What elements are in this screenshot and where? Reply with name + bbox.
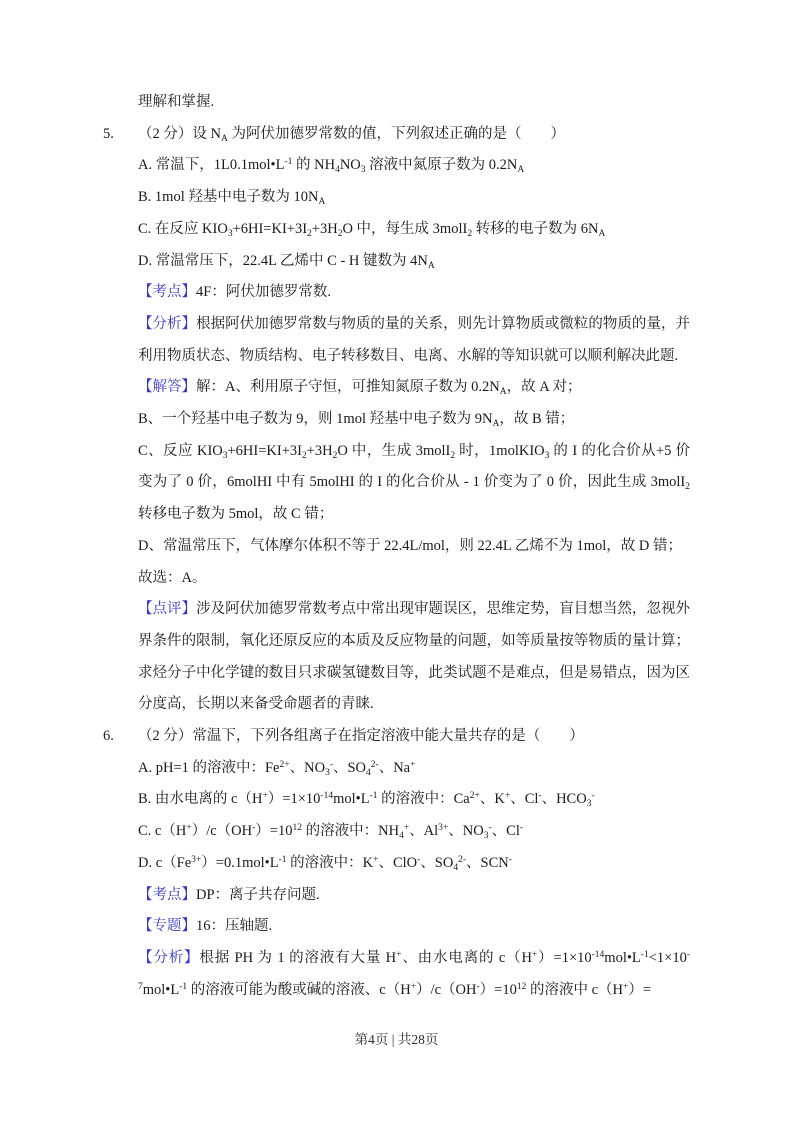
superscript: 2+: [279, 759, 290, 770]
text-segment: 转移电子数为 5mol，故 C 错；: [138, 506, 334, 523]
tagged-block: [138, 594, 690, 721]
subscript: A: [427, 260, 435, 271]
text-segment: 、K: [479, 791, 505, 808]
text-block: [138, 816, 690, 848]
text-segment: 、SO: [332, 759, 367, 776]
text-segment: 、NO: [448, 823, 484, 840]
text-segment: 的溶液中 c（H: [526, 981, 624, 998]
subscript: 3: [360, 165, 366, 176]
section-tag: 【分析】: [138, 949, 200, 966]
text-segment: 、Na: [378, 759, 411, 776]
text-segment: 涉及阿伏加德罗常数考点中常出现审题误区，思维定势，盲目想当然，忽视外界条件的限制，氧化还原反应的本质及反应物量的问题，如等质量按等物质的量计算；求烃分子中化学键的数目只求碳氢键数目等，此类试题不是难点，但是易错点，因为区分度高，长期以来备受命题者的青睐.: [138, 601, 690, 713]
superscript: -1: [278, 854, 287, 865]
text-segment: mol•L: [333, 791, 370, 808]
text-segment: ）=10: [255, 823, 293, 840]
subscript: A: [499, 387, 507, 398]
text-segment: ）=0.1mol•L: [201, 854, 279, 871]
subscript: 4: [399, 831, 404, 842]
text-segment: B. 由水电离的 c（H: [138, 791, 263, 808]
text-segment: 的溶液中：K: [286, 854, 374, 871]
superscript: +: [410, 981, 417, 992]
text-segment: ）/c（OH: [416, 981, 477, 998]
text-segment: 、SO: [420, 854, 454, 871]
subscript: 4: [366, 767, 371, 778]
text-segment: B、一个羟基中电子数为 9，则 1mol 羟基中电子数为 9N: [138, 411, 493, 428]
superscript: +: [186, 823, 192, 834]
text-segment: 的溶液中：Ca: [377, 791, 470, 808]
text-segment: C. c（H: [138, 823, 187, 840]
subscript: A: [318, 197, 326, 208]
superscript: -: [417, 854, 421, 865]
text-segment: 、NO: [289, 759, 326, 776]
text-segment: 、Al: [409, 823, 439, 840]
tagged-block: [138, 277, 690, 309]
text-segment: 的 I 的化合价从+5 价变为了 0 价，6molHI 中有 5molHI 的 I 的化合价从 - 1 价变为了 0 价，因此生成 3molI: [138, 442, 690, 491]
subscript: A: [220, 133, 228, 144]
tagged-block: [138, 372, 690, 404]
text-segment: +6HI=KI+3I: [232, 220, 308, 237]
superscript: -14: [591, 949, 605, 960]
text-segment: 、SCN: [466, 854, 509, 871]
superscript: -1: [640, 949, 649, 960]
text-segment: 、HCO: [541, 791, 587, 808]
superscript: -: [329, 759, 333, 770]
subscript: 4: [453, 862, 459, 873]
superscript: +: [504, 791, 511, 802]
text-block: [138, 182, 690, 214]
text-segment: C. 在反应 KIO: [138, 220, 228, 237]
text-segment: ，故 A 对；: [506, 379, 582, 396]
text-segment: ）=: [628, 981, 652, 998]
superscript: +: [410, 759, 416, 770]
text-segment: +6HI=KI+3I: [227, 442, 302, 459]
superscript: -7: [138, 949, 690, 992]
superscript: -1: [369, 791, 378, 802]
section-tag: 【分析】: [138, 315, 197, 332]
subscript: A: [598, 228, 606, 239]
superscript: -14: [320, 791, 334, 802]
text-segment: 的溶液中：NH: [301, 823, 400, 840]
subscript: 3: [586, 799, 592, 810]
text-block: [138, 753, 690, 785]
text-block: [138, 246, 690, 278]
superscript: 12: [516, 981, 527, 992]
question-number: 5.: [103, 125, 114, 142]
tagged-block: [138, 943, 690, 1006]
superscript: +: [262, 791, 268, 802]
superscript: -: [538, 791, 542, 802]
text-segment: B. 1mol 羟基中电子数为 10N: [138, 189, 319, 206]
text-segment: 溶液中氮原子数为 0.2N: [365, 157, 518, 174]
text-segment: ）=10: [479, 981, 517, 998]
text-segment: D. c（Fe: [138, 854, 192, 871]
superscript: -1: [284, 157, 293, 168]
text-block: [138, 214, 690, 246]
tagged-block: [138, 880, 690, 912]
subscript: A: [492, 419, 500, 430]
superscript: -: [591, 791, 595, 802]
text-block: [138, 87, 690, 119]
text-segment: ，故 B 错；: [499, 411, 575, 428]
text-block: [138, 531, 690, 563]
text-segment: NO: [339, 157, 361, 174]
page-footer: 第4页 | 共28页: [354, 1032, 439, 1047]
superscript: 2+: [469, 791, 480, 802]
question-block: [103, 721, 690, 753]
text-segment: ）=1×10: [267, 791, 321, 808]
subscript: 3: [325, 767, 330, 778]
subscript: 3: [227, 228, 233, 239]
subscript: 2: [450, 450, 456, 461]
superscript: -: [508, 854, 512, 865]
text-segment: O 中，每生成 3molI: [342, 220, 468, 237]
superscript: +: [396, 949, 402, 960]
superscript: +: [531, 949, 538, 960]
text-segment: 、由水电离的 c（H: [401, 949, 532, 966]
superscript: 3+: [191, 854, 202, 865]
text-segment: O 中，生成 3molI: [337, 442, 451, 459]
subscript: 4: [335, 165, 340, 176]
text-segment: 理解和掌握.: [138, 94, 215, 110]
text-segment: （2 分）常温下，下列各组离子在指定溶液中能大量共存的是（ ）: [138, 728, 584, 745]
text-segment: 、Cl: [491, 823, 520, 840]
text-segment: DP：离子共存问题.: [196, 886, 320, 903]
text-segment: D、常温常压下，气体摩尔体积不等于 22.4L/mol，则 22.4L 乙烯不为 1mol，故 D 错；: [138, 537, 683, 554]
question-number: 6.: [103, 728, 114, 745]
text-segment: （2 分）设 N: [138, 125, 221, 142]
superscript: +: [373, 854, 379, 865]
text-segment: 时，1molKIO: [455, 442, 545, 459]
text-segment: 转移的电子数为 6N: [472, 220, 599, 237]
text-segment: 解：A、利用原子守恒，可推知氮原子数为 0.2N: [196, 379, 500, 396]
superscript: 12: [292, 823, 302, 834]
text-segment: 根据阿伏加德罗常数与物质的量的关系，则先计算物质或微粒的物质的量，并利用物质状态、物质结构、电子转移数目、电离、水解的等知识就可以顺利解决此题.: [138, 315, 690, 364]
superscript: -: [476, 981, 480, 992]
section-tag: 【专题】: [138, 918, 196, 935]
superscript: -: [519, 823, 524, 834]
text-segment: mol•L: [142, 981, 180, 998]
text-block: [138, 150, 690, 182]
text-segment: A. 常温下，1L0.1mol•L: [138, 157, 285, 174]
subscript: 2: [307, 228, 312, 239]
question-block: [103, 119, 690, 151]
superscript: 3+: [438, 823, 449, 834]
section-tag: 【考点】: [138, 284, 196, 301]
text-segment: 为阿伏加德罗常数的值，下列叙述正确的是（ ）: [227, 125, 565, 142]
section-tag: 【解答】: [138, 379, 196, 396]
subscript: 2: [332, 450, 338, 461]
text-segment: mol•L: [604, 949, 641, 966]
text-segment: C、反应 KIO: [138, 442, 223, 459]
subscript: 3: [222, 450, 228, 461]
text-segment: 16：压轴题.: [196, 918, 273, 935]
superscript: +: [623, 981, 629, 992]
tagged-block: [138, 309, 690, 372]
subscript: 2: [301, 450, 307, 461]
superscript: +: [403, 823, 410, 834]
subscript: A: [517, 165, 525, 176]
text-segment: <1×10: [648, 949, 687, 966]
subscript: 3: [483, 831, 489, 842]
text-segment: +3H: [306, 442, 333, 459]
text-segment: +3H: [311, 220, 338, 237]
text-segment: 、Cl: [510, 791, 539, 808]
superscript: 2-: [458, 854, 467, 865]
subscript: 2: [685, 482, 690, 493]
text-segment: 的 NH: [292, 157, 336, 174]
superscript: -: [252, 823, 256, 834]
text-segment: A. pH=1 的溶液中：Fe: [138, 759, 280, 776]
text-segment: 根据 PH 为 1 的溶液有大量 H: [199, 949, 397, 966]
section-tag: 【考点】: [138, 886, 196, 903]
subscript: 2: [467, 228, 473, 239]
subscript: 3: [544, 450, 550, 461]
text-block: [138, 436, 690, 531]
text-block: [138, 848, 690, 880]
superscript: 2-: [370, 759, 379, 770]
text-block: [138, 563, 690, 595]
text-segment: 故选：A。: [138, 569, 207, 586]
text-segment: 4F：阿伏加德罗常数.: [196, 284, 331, 301]
text-segment: ）=1×10: [537, 949, 592, 966]
text-segment: D. 常温常压下，22.4L 乙烯中 C - H 键数为 4N: [138, 252, 428, 269]
text-block: [138, 404, 690, 436]
text-segment: ）/c（OH: [191, 823, 253, 840]
superscript: -1: [179, 981, 188, 992]
section-tag: 【点评】: [138, 601, 197, 618]
subscript: 2: [337, 228, 343, 239]
text-segment: 的溶液可能为酸或碱的溶液、c（H: [187, 981, 411, 998]
tagged-block: [138, 911, 690, 943]
text-segment: 、ClO: [378, 854, 418, 871]
document-blocks: [103, 87, 690, 1006]
superscript: -: [488, 823, 492, 834]
text-block: [138, 784, 690, 816]
